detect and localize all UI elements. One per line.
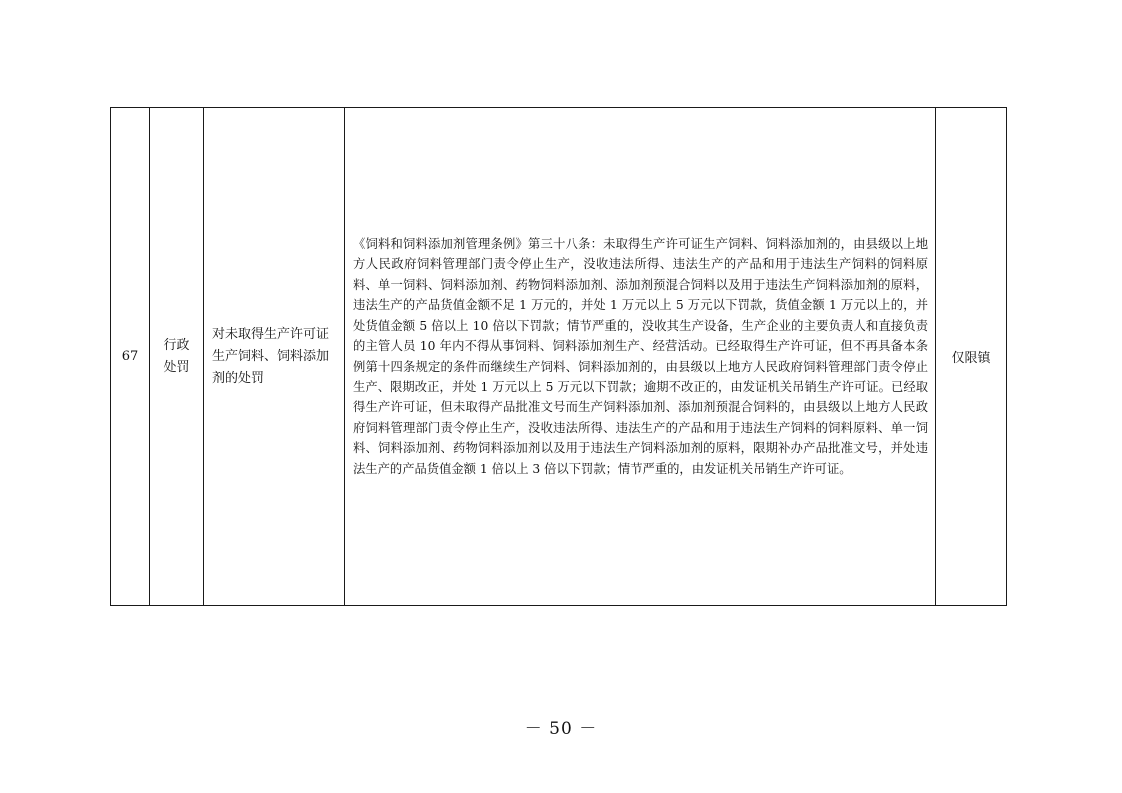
penalty-category-line2: 处罚	[163, 359, 190, 375]
legal-basis-text: 《饲料和饲料添加剂管理条例》第三十八条：未取得生产许可证生产饲料、饲料添加剂的，由县级以上地方人民政府饲料管理部门责令停止生产，没收违法所得、违法生产的产品和用于违法生产饲料的饲料原料、单一饲料、饲料添加剂、药物饲料添加剂、添加剂预混合饲料以及用于违法生产饲料添加剂的原料，违法生产的产品货值金额不足 1 万元的，并处 1 万元以上 5 万元以下罚款，货值金额 1 万元以上的，并处货值金额 5 倍以上 10 倍以下罚款；情节严重的，没收其生产设备，生产企业的主要负责人和直接负责的主管人员 10 年内不得从事饲料、饲料添加剂生产、经营活动。已经取得生产许可证，但不再具备本条例第十四条规定的条件而继续生产饲料、饲料添加剂的，由县级以上地方人民政府饲料管理部门责令停止生产、限期改正，并处 1 万元以上 5 万元以下罚款；逾期不改正的，由发证机关吊销生产许可证。已经取得生产许可证，但未取得产品批准文号而生产饲料添加剂、添加剂预混合饲料的，由县级以上地方人民政府饲料管理部门责令停止生产，没收违法所得、违法生产的产品和用于违法生产饲料的饲料原料、单一饲料、饲料添加剂、药物饲料添加剂以及用于违法生产饲料添加剂的原料，限期补办产品批准文号，并处违法生产的产品货值金额 1 倍以上 3 倍以下罚款；情节严重的，由发证机关吊销生产许可证。	[345, 108, 936, 606]
penalty-category-line1: 行政	[163, 337, 190, 353]
penalty-item-name: 对未取得生产许可证生产饲料、饲料添加剂的处罚	[204, 108, 345, 606]
page-number: － 50 －	[524, 719, 598, 739]
penalty-category	[150, 108, 204, 606]
table-row	[111, 108, 1007, 606]
penalty-table	[110, 107, 1007, 606]
applicable-scope: 仅限镇	[936, 108, 1007, 606]
row-number: 67	[111, 108, 150, 606]
